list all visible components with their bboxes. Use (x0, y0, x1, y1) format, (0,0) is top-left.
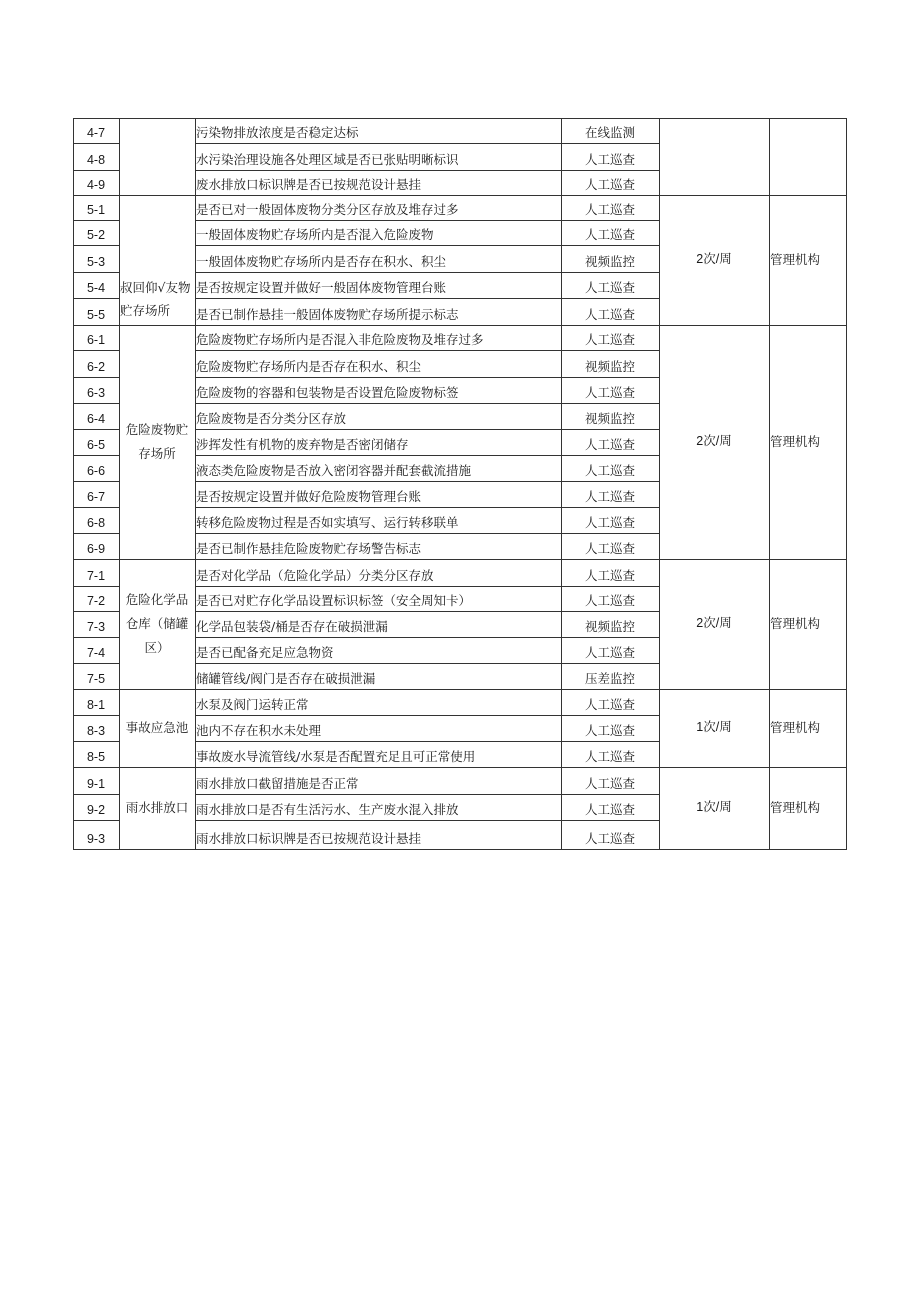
grid-line-vertical (846, 118, 847, 850)
inspection-item: 一般固体废物贮存场所内是否存在积水、积尘 (196, 254, 447, 270)
grid-line-vertical (659, 118, 660, 850)
inspection-item: 转移危险废物过程是否如实填写、运行转移联单 (196, 515, 459, 531)
grid-line-horizontal (195, 220, 660, 221)
inspection-item: 是否已制作悬挂一般固体废物贮存场所提示标志 (196, 307, 459, 323)
inspection-method: 人工巡查 (584, 831, 635, 847)
grid-line-horizontal (195, 403, 660, 404)
grid-line-horizontal (195, 663, 660, 664)
row-id: 8-1 (86, 698, 106, 713)
inspection-method: 人工巡查 (584, 280, 635, 296)
inspection-method: 压差监控 (584, 671, 635, 687)
grid-line-horizontal (73, 170, 120, 171)
grid-line-horizontal (73, 272, 120, 273)
row-id: 5-3 (86, 255, 106, 270)
inspection-item: 是否按规定设置并做好一般固体废物管理台账 (196, 280, 447, 296)
grid-line-horizontal (195, 586, 660, 587)
inspection-method: 人工巡查 (584, 202, 635, 218)
grid-line-horizontal (73, 689, 847, 690)
inspection-frequency: 2次/周 (696, 616, 732, 631)
row-id: 6-2 (86, 360, 106, 375)
grid-line-horizontal (195, 298, 660, 299)
row-id: 5-2 (86, 228, 106, 243)
inspection-item: 化学品包装袋/桶是否存在破损泄漏 (196, 619, 388, 635)
inspection-method: 人工巡查 (584, 749, 635, 765)
row-id: 9-2 (86, 803, 106, 818)
inspection-item: 雨水排放口是否有生活污水、生产废水混入排放 (196, 802, 459, 818)
area-name (119, 118, 195, 195)
inspection-method: 人工巡查 (584, 385, 635, 401)
row-id: 4-7 (86, 126, 106, 141)
inspection-method: 人工巡查 (584, 227, 635, 243)
area-name: 事故应急池 (125, 720, 189, 736)
area-name: 危险废物贮存场所 (125, 422, 189, 461)
responsible-department: 管理机构 (770, 434, 821, 450)
grid-line-horizontal (73, 849, 847, 850)
grid-line-horizontal (195, 507, 660, 508)
inspection-method: 人工巡查 (584, 723, 635, 739)
inspection-item: 雨水排放口标识牌是否已按规范设计悬挂 (196, 831, 422, 847)
grid-line-horizontal (73, 559, 847, 560)
row-id: 6-5 (86, 438, 106, 453)
grid-line-horizontal (195, 820, 660, 821)
row-id: 7-1 (86, 569, 106, 584)
grid-line-horizontal (73, 143, 120, 144)
inspection-method: 人工巡查 (584, 593, 635, 609)
inspection-item: 废水排放口标识牌是否已按规范设计悬挂 (196, 177, 422, 193)
grid-line-horizontal (73, 767, 847, 768)
inspection-table (73, 118, 846, 849)
inspection-method: 人工巡查 (584, 645, 635, 661)
grid-line-horizontal (73, 195, 847, 196)
inspection-method: 人工巡查 (584, 463, 635, 479)
grid-line-horizontal (73, 794, 120, 795)
row-id: 6-1 (86, 333, 106, 348)
inspection-item: 是否已对一般固体废物分类分区存放及堆存过多 (196, 202, 459, 218)
grid-line-horizontal (73, 350, 120, 351)
grid-line-horizontal (73, 715, 120, 716)
grid-line-horizontal (73, 298, 120, 299)
grid-line-horizontal (73, 403, 120, 404)
row-id: 4-8 (86, 153, 106, 168)
grid-line-horizontal (195, 272, 660, 273)
grid-line-horizontal (73, 245, 120, 246)
row-id: 9-1 (86, 777, 106, 792)
inspection-method: 在线监测 (584, 125, 635, 141)
inspection-item: 池内不存在积水未处理 (196, 723, 322, 739)
row-id: 9-3 (86, 832, 106, 847)
inspection-method: 人工巡查 (584, 489, 635, 505)
inspection-item: 储罐管线/阀门是否存在破损泄漏 (196, 671, 376, 687)
inspection-method: 人工巡查 (584, 152, 635, 168)
grid-line-horizontal (195, 533, 660, 534)
inspection-item: 一般固体废物贮存场所内是否混入危险废物 (196, 227, 434, 243)
grid-line-horizontal (195, 455, 660, 456)
grid-line-horizontal (195, 377, 660, 378)
grid-line-horizontal (73, 663, 120, 664)
inspection-method: 人工巡查 (584, 568, 635, 584)
inspection-method: 人工巡查 (584, 177, 635, 193)
inspection-item: 是否按规定设置并做好危险废物管理台账 (196, 489, 422, 505)
row-id: 5-1 (86, 203, 106, 218)
inspection-method: 人工巡查 (584, 307, 635, 323)
grid-line-horizontal (73, 507, 120, 508)
inspection-item: 危险废物的容器和包装物是否设置危险废物标签 (196, 385, 459, 401)
grid-line-horizontal (195, 637, 660, 638)
inspection-item: 是否对化学品（危险化学品）分类分区存放 (196, 568, 434, 584)
grid-line-vertical (195, 118, 196, 850)
row-id: 7-2 (86, 594, 106, 609)
row-id: 4-9 (86, 178, 106, 193)
grid-line-vertical (119, 118, 120, 850)
row-id: 7-5 (86, 672, 106, 687)
grid-line-horizontal (73, 741, 120, 742)
grid-line-horizontal (73, 220, 120, 221)
inspection-frequency (659, 118, 769, 195)
row-id: 6-7 (86, 490, 106, 505)
responsible-department: 管理机构 (770, 720, 821, 736)
row-id: 8-5 (86, 750, 106, 765)
inspection-method: 人工巡查 (584, 697, 635, 713)
area-name: 危险化学品仓库（储罐区） (125, 592, 189, 655)
inspection-item: 是否已配备充足应急物资 (196, 645, 334, 661)
row-id: 6-8 (86, 516, 106, 531)
grid-line-horizontal (195, 715, 660, 716)
area-name: 雨水排放口 (125, 800, 189, 816)
row-id: 7-4 (86, 646, 106, 661)
inspection-item: 危险废物是否分类分区存放 (196, 411, 347, 427)
inspection-method: 人工巡查 (584, 332, 635, 348)
grid-line-horizontal (195, 741, 660, 742)
row-id: 5-5 (86, 308, 106, 323)
inspection-item: 危险废物贮存场所内是否混入非危险废物及堆存过多 (196, 332, 484, 348)
row-id: 8-3 (86, 724, 106, 739)
inspection-item: 是否已制作悬挂危险废物贮存场警告标志 (196, 541, 422, 557)
grid-line-horizontal (73, 533, 120, 534)
inspection-frequency: 2次/周 (696, 434, 732, 449)
grid-line-horizontal (195, 350, 660, 351)
grid-line-horizontal (73, 118, 847, 119)
responsible-department (769, 118, 846, 195)
inspection-method: 视频监控 (584, 411, 635, 427)
grid-line-horizontal (195, 794, 660, 795)
grid-line-horizontal (73, 611, 120, 612)
inspection-item: 液态类危险废物是否放入密闭容器并配套截流措施 (196, 463, 472, 479)
grid-line-horizontal (73, 586, 120, 587)
grid-line-horizontal (73, 455, 120, 456)
grid-line-horizontal (195, 143, 660, 144)
inspection-method: 视频监控 (584, 254, 635, 270)
row-id: 5-4 (86, 281, 106, 296)
inspection-item: 是否已对贮存化学品设置标识标签（安全周知卡） (196, 593, 472, 609)
grid-line-vertical (769, 118, 770, 850)
grid-line-horizontal (73, 820, 120, 821)
grid-line-horizontal (73, 429, 120, 430)
grid-line-horizontal (195, 611, 660, 612)
row-id: 6-3 (86, 386, 106, 401)
grid-line-vertical (561, 118, 562, 850)
inspection-frequency: 1次/周 (696, 800, 732, 815)
grid-line-vertical (73, 118, 74, 850)
responsible-department: 管理机构 (770, 616, 821, 632)
grid-line-horizontal (195, 170, 660, 171)
inspection-item: 事故废水导流管线/水泵是否配置充足且可正常使用 (196, 749, 476, 765)
inspection-method: 人工巡查 (584, 515, 635, 531)
inspection-method: 人工巡查 (584, 541, 635, 557)
area-name: 叔回仰√友物贮存场所 (120, 279, 191, 319)
inspection-item: 危险废物贮存场所内是否存在积水、积尘 (196, 359, 422, 375)
grid-line-horizontal (73, 325, 847, 326)
inspection-frequency: 1次/周 (696, 720, 732, 735)
inspection-item: 污染物排放浓度是否稳定达标 (196, 125, 359, 141)
row-id: 6-6 (86, 464, 106, 479)
inspection-method: 视频监控 (584, 619, 635, 635)
inspection-method: 视频监控 (584, 359, 635, 375)
grid-line-horizontal (195, 481, 660, 482)
grid-line-horizontal (73, 637, 120, 638)
row-id: 6-4 (86, 412, 106, 427)
inspection-item: 水泵及阀门运转正常 (196, 697, 309, 713)
inspection-method: 人工巡查 (584, 802, 635, 818)
inspection-frequency: 2次/周 (696, 252, 732, 267)
grid-line-horizontal (73, 481, 120, 482)
grid-line-horizontal (73, 377, 120, 378)
inspection-item: 雨水排放口截留措施是否正常 (196, 776, 359, 792)
inspection-item: 涉挥发性有机物的废弃物是否密闭储存 (196, 437, 409, 453)
responsible-department: 管理机构 (770, 800, 821, 816)
responsible-department: 管理机构 (770, 252, 821, 268)
inspection-method: 人工巡查 (584, 776, 635, 792)
inspection-item: 水污染治理设施各处理区域是否已张贴明晰标识 (196, 152, 459, 168)
row-id: 7-3 (86, 620, 106, 635)
grid-line-horizontal (195, 245, 660, 246)
grid-line-horizontal (195, 429, 660, 430)
row-id: 6-9 (86, 542, 106, 557)
inspection-method: 人工巡查 (584, 437, 635, 453)
